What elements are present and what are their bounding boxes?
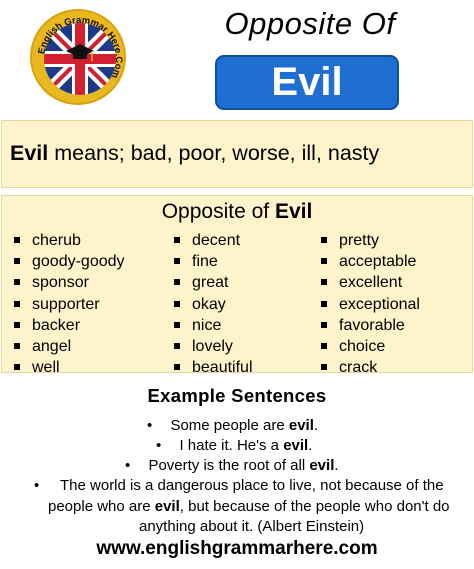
logo-text-ring	[32, 11, 128, 107]
list-item: sponsor	[10, 272, 125, 293]
bullet-icon	[14, 237, 20, 243]
opposites-title	[2, 200, 472, 224]
list-item: excellent	[317, 272, 420, 293]
svg-text:English Grammar Here.Com	[36, 15, 124, 80]
list-item: nice	[170, 315, 253, 336]
opposites-column-3	[317, 230, 420, 378]
meaning-panel	[1, 120, 473, 188]
bullet-icon	[174, 279, 180, 285]
list-item: pretty	[317, 230, 420, 251]
bullet-icon	[14, 301, 20, 307]
list-item: lovely	[170, 336, 253, 357]
opposites-column-2	[170, 230, 253, 378]
example-sentence-4: • The world is a dangerous place to live, not because of the people who are evil, but because of the people who don't do anything about it. (Albert Einstein)	[34, 477, 450, 535]
example-sentence-1: • Some people are evil.	[147, 417, 319, 434]
meaning-definition: means; bad, poor, worse, ill, nasty	[48, 141, 380, 165]
list-item: crack	[317, 357, 420, 378]
bullet-icon	[321, 279, 327, 285]
opposites-panel	[1, 195, 473, 377]
bullet-icon: •	[156, 437, 162, 454]
list-item: decent	[170, 230, 253, 251]
list-item: well	[10, 357, 125, 378]
bullet-icon	[174, 237, 180, 243]
list-item: great	[170, 272, 253, 293]
bullet-icon	[14, 364, 20, 370]
bullet-icon	[14, 322, 20, 328]
example-sentence-2: • I hate it. He's a evil.	[156, 437, 313, 454]
footer-url[interactable]: www.englishgrammarhere.com	[96, 538, 378, 559]
bullet-icon	[321, 343, 327, 349]
list-item: acceptable	[317, 251, 420, 272]
bullet-icon	[14, 258, 20, 264]
meaning-text	[10, 141, 379, 166]
list-item: choice	[317, 336, 420, 357]
logo-text: English Grammar Here.Com	[36, 14, 125, 80]
list-item: cherub	[10, 230, 125, 251]
list-item: fine	[170, 251, 253, 272]
bullet-icon	[174, 258, 180, 264]
bullet-icon	[321, 301, 327, 307]
bullet-icon	[174, 322, 180, 328]
list-item: favorable	[317, 315, 420, 336]
list-item: backer	[10, 315, 125, 336]
bullet-icon	[321, 364, 327, 370]
list-item: okay	[170, 294, 253, 315]
opposites-title-prefix: Opposite of	[161, 200, 275, 223]
bullet-icon	[321, 237, 327, 243]
list-item: beautiful	[170, 357, 253, 378]
word-badge: Evil	[215, 55, 399, 110]
bullet-icon: •	[34, 477, 40, 494]
bullet-icon	[174, 343, 180, 349]
site-logo	[30, 9, 126, 105]
list-item: exceptional	[317, 294, 420, 315]
list-item: goody-goody	[10, 251, 125, 272]
bullet-icon	[321, 258, 327, 264]
opposites-title-word: Evil	[274, 200, 313, 223]
bullet-icon	[174, 301, 180, 307]
meaning-word: Evil	[10, 141, 49, 165]
bullet-icon	[321, 322, 327, 328]
example-sentence-3: • Poverty is the root of all evil.	[125, 457, 339, 474]
examples-title: Example Sentences	[147, 385, 327, 406]
bullet-icon: •	[147, 417, 153, 434]
list-item: angel	[10, 336, 125, 357]
list-item: supporter	[10, 294, 125, 315]
opposites-column-1	[10, 230, 125, 378]
bullet-icon	[174, 364, 180, 370]
page-title: Opposite Of	[224, 6, 396, 41]
bullet-icon	[14, 343, 20, 349]
bullet-icon	[14, 279, 20, 285]
bullet-icon: •	[125, 457, 131, 474]
